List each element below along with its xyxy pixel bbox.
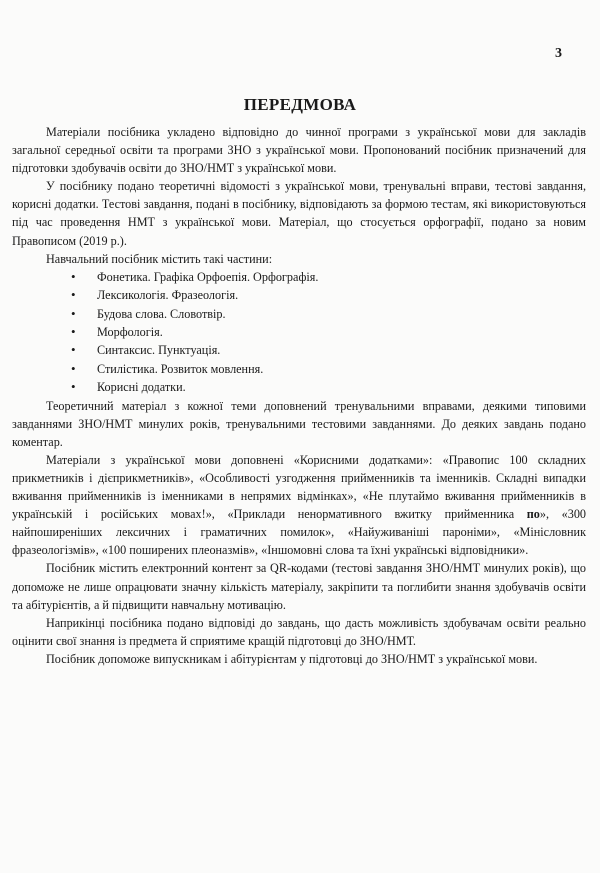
list-item: • Морфологія. xyxy=(74,323,586,341)
appendix-text: Матеріали з української мови доповнені «Корисними додатками»: «Правопис 100 складних прикметників і дієприкметників», «Особливості узгодження прийменників та іменників. Складні випадки вживання прийменників із іменниками в непрямих відмінках», «Не плутаймо вживання прийменників в українській і російських мовах!», «Приклади ненормативного вжитку прийменника xyxy=(12,452,586,522)
paragraph-qr: Посібник містить електронний контент за QR-кодами (тестові завдання ЗНО/НМТ минулих років), що допоможе не лише опрацювати значну кількість матеріалу, закріпити та поглибити знання здобувачів освіти та абітурієнтів, а й підвищити навчальну мотивацію. xyxy=(12,561,586,612)
list-item: • Стилістика. Розвиток мовлення. xyxy=(74,360,586,378)
preface-body xyxy=(12,123,586,668)
list-item: • Лексикологія. Фразеологія. xyxy=(74,286,586,304)
list-item: • Корисні додатки. xyxy=(74,378,586,396)
parts-list xyxy=(12,268,586,397)
page-title: ПЕРЕДМОВА xyxy=(243,95,357,114)
paragraph-appendices xyxy=(12,451,586,560)
list-item: • Будова слова. Словотвір. xyxy=(74,305,586,323)
list-item: • Фонетика. Графіка Орфоепія. Орфографія. xyxy=(74,268,586,286)
list-item: • Синтаксис. Пунктуація. xyxy=(74,341,586,359)
appendix-text-end: », «300 найпоширеніших лексичних і граматичних помилок», «Найуживаніші пароніми», «Мінісловник фразеологізмів», «100 поширених плеоназмів», «Іншомовні слова та їхні українські відповідники». xyxy=(12,507,586,558)
paragraph-closing: Посібник допоможе випускникам і абітурієнтам у підготовці до ЗНО/НМТ з української мови. xyxy=(46,651,538,666)
paragraph-contents: У посібнику подано теоретичні відомості з української мови, тренувальні вправи, тестові завдання, корисні додатки. Тестові завдання, подані в посібнику, відповідають за формою тестам, які використовуються під час проведення НМТ з української мови. Матеріал, що стосується орфографії, подано за новим Правописом (2019 р.). xyxy=(12,179,586,248)
paragraph-answers: Наприкінці посібника подано відповіді до завдань, що дасть можливість здобувачам освіти реально оцінити свої знання із предмета й сприятиме кращій підготовці до ЗНО/НМТ. xyxy=(12,615,586,648)
appendix-bold-word: по xyxy=(526,507,540,522)
paragraph-purpose: Матеріали посібника укладено відповідно до чинної програми з української мови для закладів загальної середньої освіти та програми ЗНО з української мови. Пропонований посібник призначений для підготовки здобувачів освіти до ЗНО/НМТ з української мови. xyxy=(12,125,586,176)
paragraph-theory: Теоретичний матеріал з кожної теми доповнений тренувальними вправами, деякими типовими завданнями ЗНО/НМТ минулих років, тренувальними тестовими завданнями. До деяких завдань подано коментар. xyxy=(12,398,586,449)
page-number: 3 xyxy=(555,46,562,61)
paragraph-parts-intro: Навчальний посібник містить такі частини: xyxy=(46,251,273,266)
